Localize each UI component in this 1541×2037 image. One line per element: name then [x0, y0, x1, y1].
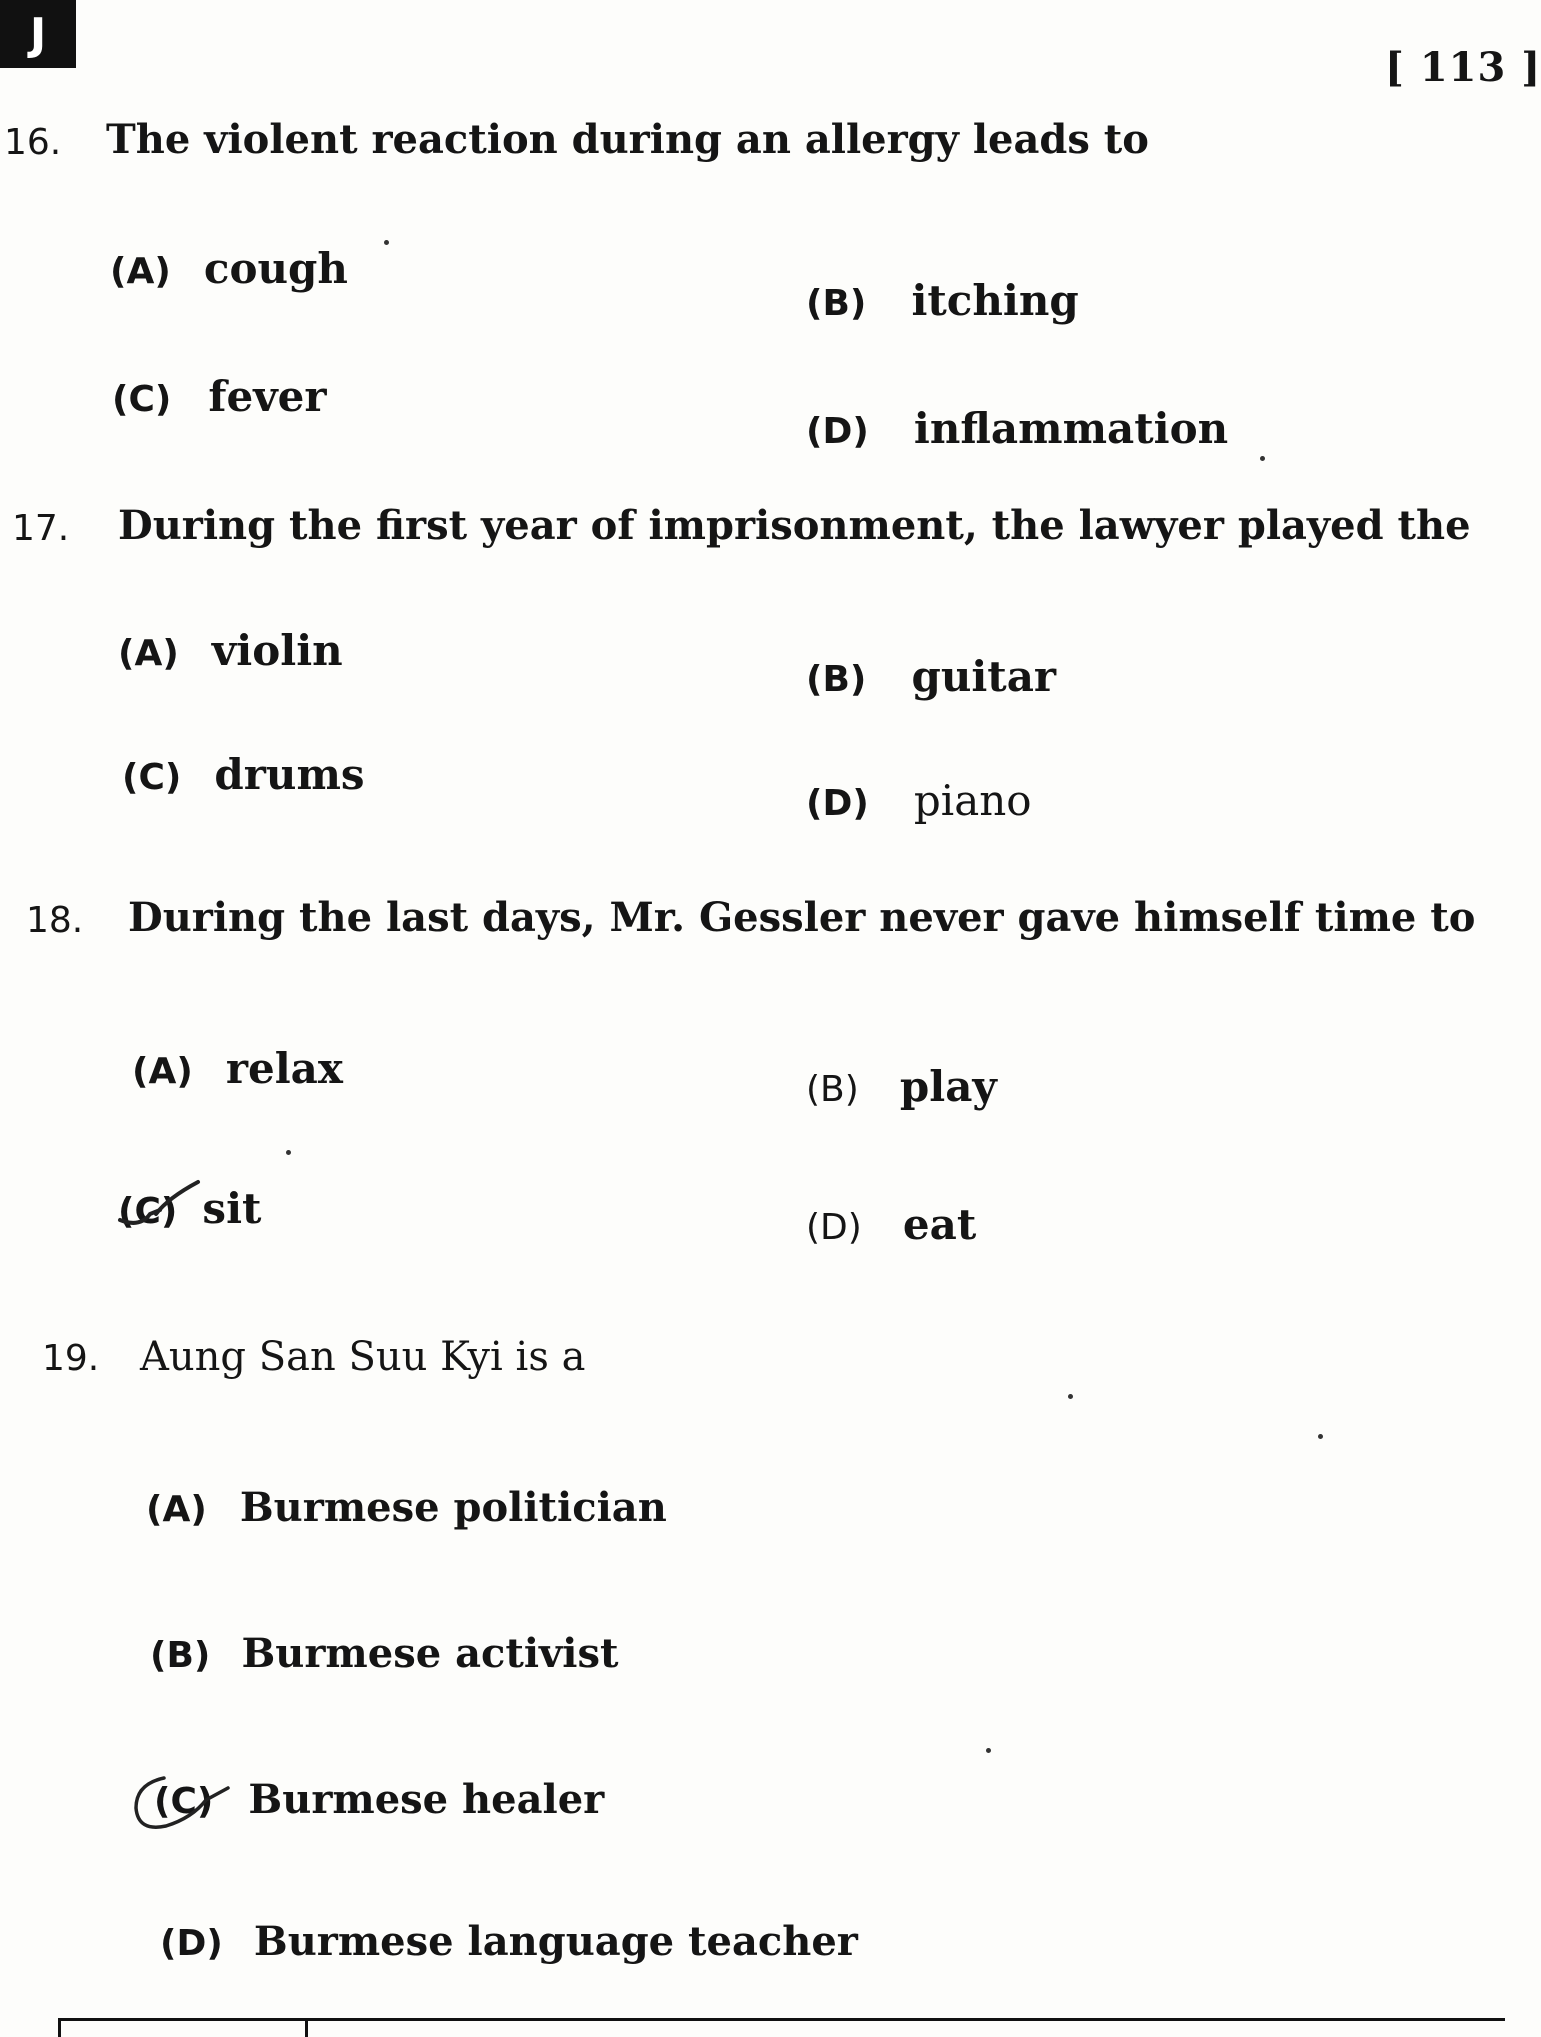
question-number: 17. — [12, 508, 70, 549]
option-text: Burmese activist — [241, 1630, 619, 1677]
option-letter: (B) — [806, 1069, 859, 1110]
option-text: play — [899, 1062, 997, 1111]
option-letter: (B) — [150, 1635, 211, 1676]
option-b[interactable] — [150, 1630, 618, 1677]
option-text: relax — [225, 1044, 343, 1093]
question-text: During the last days, Mr. Gessler never gave himself time to — [128, 894, 1476, 941]
question-number: 18. — [26, 900, 84, 941]
footer-code-box — [58, 2018, 308, 2037]
question-number: 19. — [42, 1338, 100, 1379]
option-d[interactable] — [160, 1918, 858, 1965]
page-number: [ 113 ] — [1385, 44, 1541, 91]
option-letter: (D) — [806, 411, 869, 452]
option-letter: (D) — [806, 783, 869, 824]
option-d[interactable] — [806, 776, 1032, 825]
handwritten-circle-mark — [128, 1770, 248, 1850]
option-d[interactable] — [806, 404, 1228, 453]
option-text: eat — [902, 1200, 977, 1249]
option-text: Burmese language teacher — [253, 1918, 858, 1965]
option-text: cough — [203, 244, 348, 293]
question-text: The violent reaction during an allergy leads to — [106, 116, 1149, 163]
scan-speck — [1318, 1434, 1323, 1439]
option-c[interactable] — [122, 750, 365, 799]
scan-speck — [1260, 456, 1265, 461]
option-letter: (C) — [154, 1781, 214, 1822]
option-text: inflammation — [913, 404, 1229, 453]
option-letter: (A) — [118, 633, 179, 674]
option-a[interactable] — [118, 626, 343, 675]
option-letter: (A) — [146, 1489, 207, 1530]
option-text: Burmese healer — [248, 1776, 605, 1823]
option-letter: (D) — [160, 1923, 223, 1964]
question-text: Aung San Suu Kyi is a — [140, 1334, 586, 1380]
option-letter: (C) — [112, 379, 172, 420]
option-letter: (A) — [132, 1051, 193, 1092]
option-letter: (C) — [122, 757, 182, 798]
option-letter: (B) — [806, 283, 867, 324]
option-text: fever — [208, 372, 327, 421]
scan-speck — [1068, 1394, 1073, 1399]
option-b[interactable] — [806, 276, 1079, 325]
option-text: violin — [211, 626, 343, 675]
scan-speck — [384, 240, 389, 245]
option-text: piano — [913, 776, 1032, 825]
option-b[interactable] — [806, 652, 1056, 701]
option-letter: (D) — [806, 1207, 862, 1248]
question-number: 16. — [4, 122, 62, 163]
scan-speck — [286, 1150, 291, 1155]
option-a[interactable] — [132, 1044, 343, 1093]
handwritten-tick-mark — [110, 1170, 210, 1240]
option-d[interactable] — [806, 1200, 976, 1249]
option-b[interactable] — [806, 1062, 997, 1111]
series-code-badge: J — [0, 0, 76, 68]
option-text: Burmese politician — [239, 1484, 667, 1531]
option-a[interactable] — [146, 1484, 667, 1531]
option-letter: (A) — [110, 251, 171, 292]
scan-speck — [986, 1748, 991, 1753]
option-letter: (B) — [806, 659, 867, 700]
option-text: guitar — [911, 652, 1057, 701]
option-letter: (C) — [118, 1191, 178, 1232]
option-a[interactable] — [110, 244, 348, 293]
question-text: During the first year of imprisonment, the lawyer played the — [118, 502, 1471, 549]
option-text: itching — [911, 276, 1079, 325]
option-c[interactable] — [112, 372, 326, 421]
option-text: sit — [202, 1184, 262, 1233]
option-text: drums — [214, 750, 365, 799]
